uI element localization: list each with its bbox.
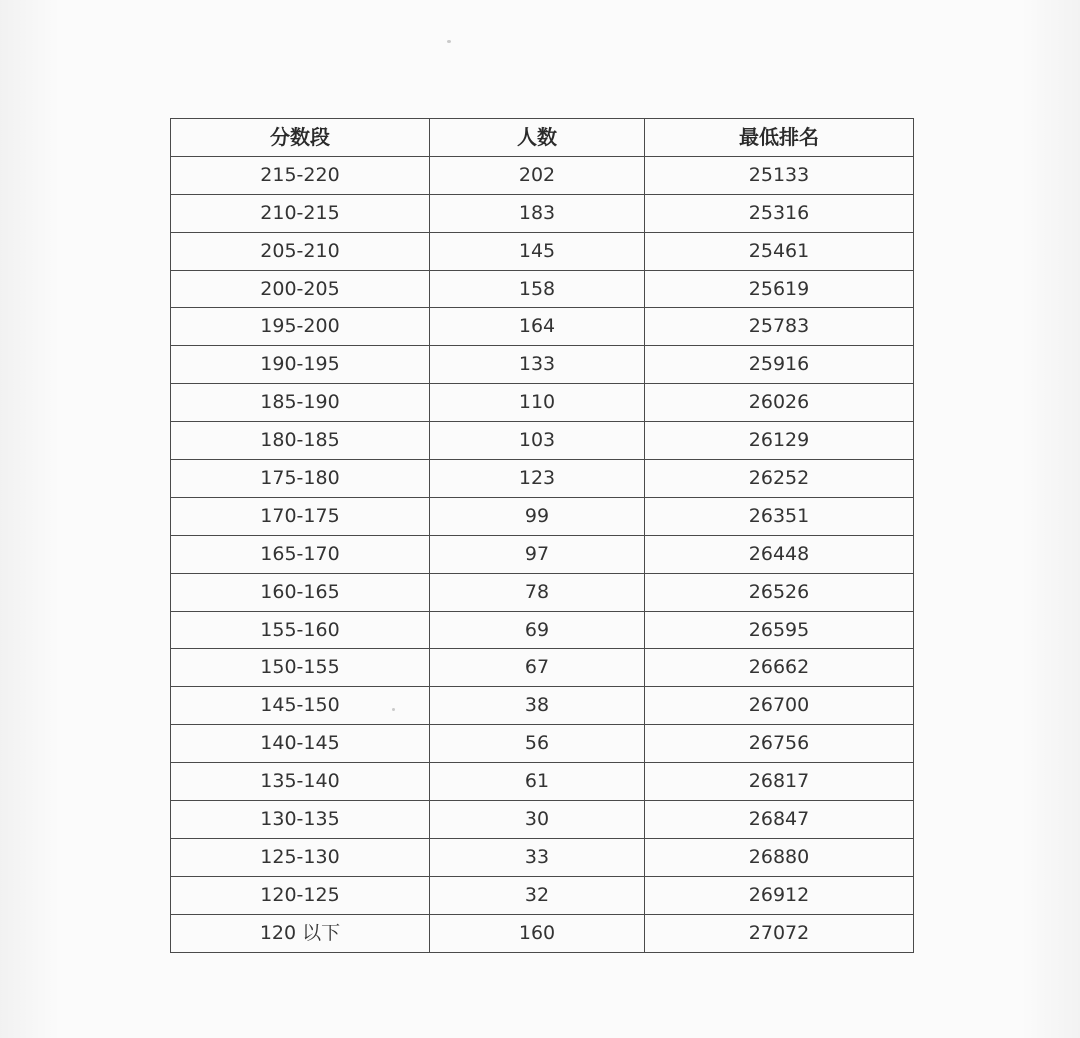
cell-count: 56 — [430, 725, 645, 763]
cell-lowest-rank: 26847 — [645, 801, 914, 839]
table-row — [171, 194, 914, 232]
cell-lowest-rank: 25133 — [645, 156, 914, 194]
cell-lowest-rank: 26595 — [645, 611, 914, 649]
table-row — [171, 573, 914, 611]
cell-lowest-rank: 25916 — [645, 346, 914, 384]
cell-score-range: 150-155 — [171, 649, 430, 687]
table-row — [171, 876, 914, 914]
table-header-row — [171, 119, 914, 157]
cell-lowest-rank: 26880 — [645, 838, 914, 876]
table-row — [171, 838, 914, 876]
cell-score-range: 205-210 — [171, 232, 430, 270]
table-row — [171, 497, 914, 535]
cell-lowest-rank: 26662 — [645, 649, 914, 687]
cell-count: 133 — [430, 346, 645, 384]
cell-count: 158 — [430, 270, 645, 308]
table-row — [171, 384, 914, 422]
cell-count: 97 — [430, 535, 645, 573]
table-row — [171, 649, 914, 687]
cell-count: 30 — [430, 801, 645, 839]
cell-count: 103 — [430, 422, 645, 460]
cell-lowest-rank: 25619 — [645, 270, 914, 308]
cell-lowest-rank: 25316 — [645, 194, 914, 232]
table-row — [171, 156, 914, 194]
table-row — [171, 270, 914, 308]
table-row — [171, 687, 914, 725]
cell-count: 38 — [430, 687, 645, 725]
header-lowest-rank: 最低排名 — [645, 119, 914, 157]
cell-count: 32 — [430, 876, 645, 914]
cell-score-range: 160-165 — [171, 573, 430, 611]
cell-lowest-rank: 27072 — [645, 914, 914, 952]
cell-score-range: 210-215 — [171, 194, 430, 232]
cell-lowest-rank: 26756 — [645, 725, 914, 763]
cell-lowest-rank: 26448 — [645, 535, 914, 573]
cell-score-range: 120 以下 — [171, 914, 430, 952]
table-row — [171, 914, 914, 952]
cell-lowest-rank: 26526 — [645, 573, 914, 611]
header-score-range: 分数段 — [171, 119, 430, 157]
table-row — [171, 232, 914, 270]
cell-lowest-rank: 26700 — [645, 687, 914, 725]
paper-speck — [447, 40, 451, 43]
cell-score-range: 135-140 — [171, 763, 430, 801]
cell-lowest-rank: 25783 — [645, 308, 914, 346]
scan-shadow-left — [0, 0, 60, 1038]
cell-count: 202 — [430, 156, 645, 194]
cell-count: 69 — [430, 611, 645, 649]
table-row — [171, 725, 914, 763]
cell-count: 61 — [430, 763, 645, 801]
table-row — [171, 535, 914, 573]
cell-score-range: 215-220 — [171, 156, 430, 194]
cell-score-range: 130-135 — [171, 801, 430, 839]
cell-lowest-rank: 26252 — [645, 460, 914, 498]
cell-count: 33 — [430, 838, 645, 876]
cell-score-range: 190-195 — [171, 346, 430, 384]
table-row — [171, 308, 914, 346]
cell-lowest-rank: 26129 — [645, 422, 914, 460]
cell-score-range: 140-145 — [171, 725, 430, 763]
cell-count: 110 — [430, 384, 645, 422]
cell-score-range: 125-130 — [171, 838, 430, 876]
table-row — [171, 611, 914, 649]
cell-count: 123 — [430, 460, 645, 498]
cell-lowest-rank: 26026 — [645, 384, 914, 422]
table-row — [171, 422, 914, 460]
cell-lowest-rank: 26351 — [645, 497, 914, 535]
cell-count: 99 — [430, 497, 645, 535]
cell-score-range: 145-150 — [171, 687, 430, 725]
table-row — [171, 346, 914, 384]
cell-count: 78 — [430, 573, 645, 611]
table-row — [171, 801, 914, 839]
cell-count: 145 — [430, 232, 645, 270]
score-distribution-table — [170, 118, 914, 953]
cell-score-range: 200-205 — [171, 270, 430, 308]
table-row — [171, 460, 914, 498]
cell-score-range: 180-185 — [171, 422, 430, 460]
cell-count: 67 — [430, 649, 645, 687]
cell-count: 183 — [430, 194, 645, 232]
cell-score-range: 175-180 — [171, 460, 430, 498]
cell-lowest-rank: 26912 — [645, 876, 914, 914]
cell-count: 160 — [430, 914, 645, 952]
cell-lowest-rank: 25461 — [645, 232, 914, 270]
cell-lowest-rank: 26817 — [645, 763, 914, 801]
header-count: 人数 — [430, 119, 645, 157]
cell-score-range: 195-200 — [171, 308, 430, 346]
cell-score-range: 155-160 — [171, 611, 430, 649]
cell-count: 164 — [430, 308, 645, 346]
cell-score-range: 170-175 — [171, 497, 430, 535]
table-row — [171, 763, 914, 801]
cell-score-range: 165-170 — [171, 535, 430, 573]
scan-shadow-right — [1020, 0, 1080, 1038]
cell-score-range: 185-190 — [171, 384, 430, 422]
cell-score-range: 120-125 — [171, 876, 430, 914]
